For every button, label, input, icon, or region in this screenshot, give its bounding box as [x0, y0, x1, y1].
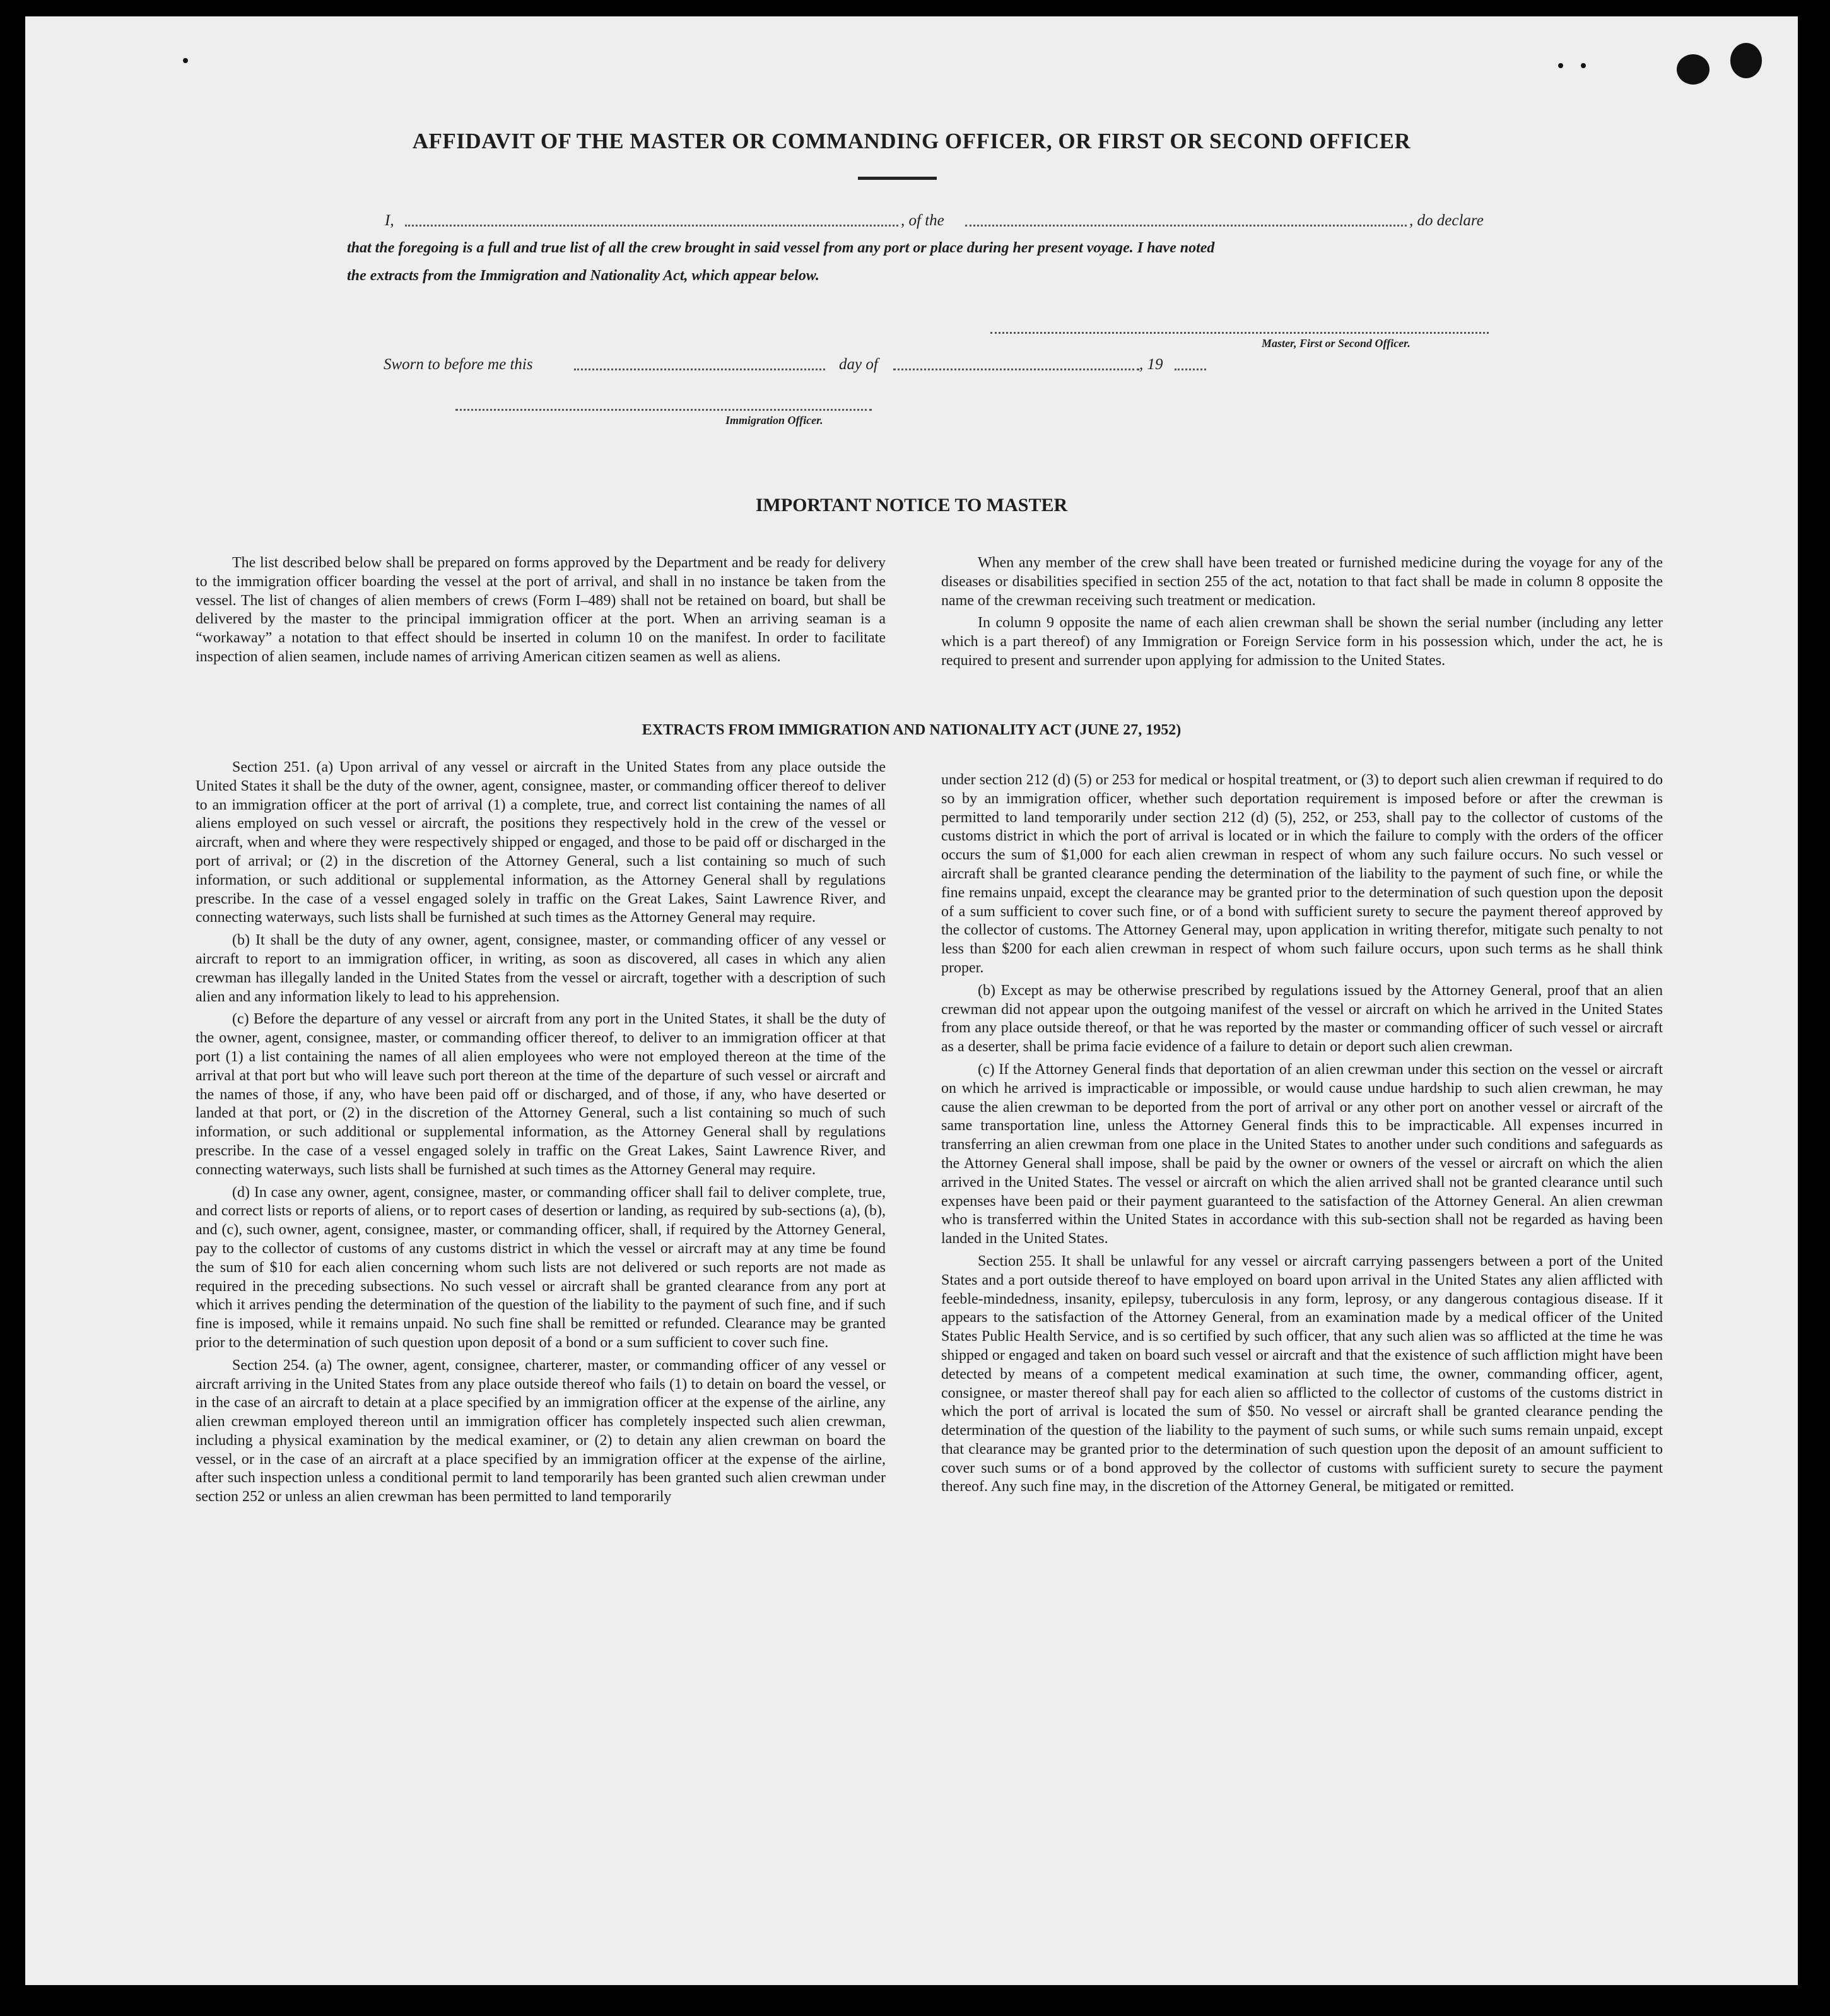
- affiant-prefix: I,: [385, 212, 394, 229]
- notice-title: IMPORTANT NOTICE TO MASTER: [755, 495, 1068, 516]
- officer-signature-label: Immigration Officer.: [725, 414, 823, 427]
- scan-speck: [1558, 63, 1563, 68]
- section-paragraph: (d) In case any owner, agent, consignee, master, or commanding officer shall fail to deliver complete, true, and correct lists or reports of aliens, or to report cases of desertion or landing, as required by sub-sections (a), (b), and (c), such owner, agent, consignee, master, or commanding officer, shall, if required by the Attorney General, pay to the collector of customs of any customs district in which the vessel or aircraft may at any time be found the sum of $10 for each alien concerning whom such lists are not delivered or such reports are not made as required in the preceding subsections. No such vessel or aircraft shall be granted clearance from any port at which it arrives pending the determination of the question of the liability to the payment of such fine, and if such fine is imposed, while it remains unpaid. No such fine shall be remitted or refunded. Clearance may be granted prior to the determination of such question upon deposit of a bond or a sum sufficient to cover such fine.: [196, 1184, 886, 1351]
- notice-paragraph: In column 9 opposite the name of each alien crewman shall be shown the serial number (including any letter which is a part thereof) of any Immigration or Foreign Service form in his possession which, under the act, he is required to present and surrender upon applying for admission to the United States.: [941, 615, 1663, 669]
- section-paragraph: (b) It shall be the duty of any owner, agent, consignee, master, or commanding officer of any vessel or aircraft to report to an immigration officer, in writing, as soon as discovered, all cases in which any alien crewman has illegally landed in the United States from the vessel or aircraft, together with a description of such alien and any information likely to lead to his apprehension.: [196, 932, 886, 1005]
- extracts-left-column: [196, 758, 886, 1511]
- statement-line-2: the extracts from the Immigration and Nationality Act, which appear below.: [347, 268, 819, 284]
- officer-signature-line[interactable]: [455, 409, 872, 411]
- notice-paragraph: When any member of the crew shall have been treated or furnished medicine during the voyage for any of the diseases or disabilities specified in section 255 of the act, notation to that fact shall be made in column 8 opposite the name of the crewman receiving such treatment or medication.: [941, 555, 1663, 609]
- section-paragraph: Section 254. (a) The owner, agent, consignee, charterer, master, or commanding officer of any vessel or aircraft arriving in the United States from any place outside thereof who fails (1) to detain on board the vessel, or in the case of an aircraft to detain at a place specified by an immigration officer at the expense of the airline, any alien crewman employed thereon until an immigration officer has completely inspected such alien crewman, including a physical examination by the medical examiner, or (2) to detain any alien crewman on board the vessel, or in the case of an aircraft at a place specified by an immigration officer at the expense of the airline, after such inspection unless a conditional permit to land temporarily has been granted such alien crewman under section 252 or unless an alien crewman has been permitted to land temporarily: [196, 1357, 886, 1506]
- extracts-title: EXTRACTS FROM IMMIGRATION AND NATIONALITY ACT (JUNE 27, 1952): [642, 722, 1182, 738]
- sworn-month-field[interactable]: [893, 368, 1139, 370]
- master-signature-label: Master, First or Second Officer.: [1262, 337, 1411, 350]
- title-rule: [858, 177, 937, 180]
- year-prefix: , 19: [1139, 356, 1163, 373]
- master-signature-line[interactable]: [990, 332, 1489, 334]
- scan-speck: [1581, 63, 1586, 68]
- notice-paragraph: The list described below shall be prepared on forms approved by the Department and be ready for delivery to the immigration officer boarding the vessel at the port of arrival, and shall in no instance be taken from the vessel. The list of changes of alien members of crews (Form I–489) shall not be retained on board, but shall be delivered by the master to the principal immigration officer at the port. When an arriving seaman is a “workaway” a notation to that effect should be inserted in column 10 on the manifest. In order to facilitate inspection of alien seamen, include names of arriving American citizen seamen as well as aliens.: [196, 555, 886, 665]
- sworn-day-field[interactable]: [574, 368, 825, 370]
- notice-left-column: [196, 554, 886, 671]
- section-paragraph: (b) Except as may be otherwise prescribed by regulations issued by the Attorney General, proof that an alien crewman did not appear upon the outgoing manifest of the vessel or aircraft on which he arrived in the United States from any place outside thereof, or that he was reported by the master or commanding officer of such vessel or aircraft as a deserter, shall be prima facie evidence of a failure to detain or deport such alien crewman.: [941, 982, 1663, 1056]
- extracts-right-column: [941, 771, 1663, 1500]
- sworn-text: Sworn to before me this: [384, 356, 533, 373]
- affidavit-title: AFFIDAVIT OF THE MASTER OR COMMANDING OFFICER, OR FIRST OR SECOND OFFICER: [412, 129, 1411, 153]
- affiant-name-field[interactable]: [405, 225, 898, 227]
- section-paragraph: (c) Before the departure of any vessel or aircraft from any port in the United States, it shall be the duty of the owner, agent, consignee, master, or commanding officer thereof, to deliver to an immigration officer at that port (1) a list containing the names of all alien employees who were not employed thereon at the time of the arrival at that port but who will leave such port thereon at the time of the departure of such vessel or aircraft and the names of those, if any, who have been paid off or discharged, and of those, if any, who have deserted or landed at that port, or (2) in the discretion of the Attorney General, such a list containing so much of such information, or such additional or supplemental information, as the Attorney General shall by regulations prescribe. In the case of a vessel engaged solely in traffic on the Great Lakes, Saint Lawrence River, and connecting waterways, such lists shall be furnished at such times as the Attorney General may require.: [196, 1011, 886, 1178]
- declare-text: , do declare: [1409, 212, 1484, 229]
- statement-line-1: that the foregoing is a full and true list of all the crew brought in said vessel from any port or place during her present voyage. I have noted: [347, 240, 1215, 256]
- section-paragraph: (c) If the Attorney General finds that deportation of an alien crewman under this section on the vessel or aircraft on which he arrived is impracticable or impossible, or would cause undue hardship to such alien crewman, he may cause the alien crewman to be deported from the port of arrival or any other port on another vessel or aircraft of the same transportation line, unless the Attorney General finds this to be impracticable. All expenses incurred in transferring an alien crewman from one place in the United States to another under such conditions and safeguards as the Attorney General shall impose, shall be paid by the owner or owners of the vessel or aircraft on which the alien arrived in the United States. The vessel or aircraft on which the alien arrived shall not be granted clearance until such expenses have been paid or their payment guaranteed to the satisfaction of the Attorney General. An alien crewman who is transferred within the United States in accordance with this sub-section shall not be regarded as having been landed in the United States.: [941, 1061, 1663, 1247]
- sworn-year-field[interactable]: [1175, 368, 1206, 370]
- ink-blot: [1677, 54, 1710, 85]
- notice-right-column: [941, 554, 1663, 675]
- section-paragraph: Section 251. (a) Upon arrival of any vessel or aircraft in the United States from any place outside the United States it shall be the duty of the owner, agent, consignee, master, or commanding officer thereof to deliver to an immigration officer at the port of arrival (1) a complete, true, and correct list containing the names of all aliens employed on such vessel or aircraft, the positions they respectively hold in the crew of the vessel or aircraft, when and where they were respectively shipped or engaged, and those to be paid off or discharged in the port of arrival; or (2) in the discretion of the Attorney General, such a list containing so much of such information, or such additional or supplemental information, as the Attorney General shall by regulations prescribe. In the case of a vessel engaged solely in traffic on the Great Lakes, Saint Lawrence River, and connecting waterways, such lists shall be furnished at such times as the Attorney General may require.: [196, 759, 886, 926]
- day-of-text: day of: [839, 356, 878, 373]
- section-paragraph: Section 255. It shall be unlawful for any vessel or aircraft carrying passengers between a port of the United States and a port outside thereof to have employed on board upon arrival in the United States any alien afflicted with feeble-mindedness, insanity, epilepsy, tuberculosis in any form, leprosy, or any dangerous contagious disease. If it appears to the satisfaction of the Attorney General, from an examination made by a medical officer of the United States Public Health Service, and is so certified by such officer, that any such alien was so afflicted at the time he was shipped or engaged and taken on board such vessel or aircraft and that the existence of such affliction might have been detected by means of a competent medical examination at such time, the owner, commanding officer, agent, consignee, or master thereof shall pay for each alien so afflicted to the collector of customs of the customs district in which the port of arrival is located the sum of $50. No vessel or aircraft shall be granted clearance pending the determination of the question of the liability to the payment of such sums, or while such sums remain unpaid, except that clearance may be granted prior to the determination of such question upon the deposit of an amount sufficient to cover such sums or of a bond approved by the collector of customs with sufficient surety to secure the payment thereof. Any such fine may, in the discretion of the Attorney General, be mitigated or remitted.: [941, 1253, 1663, 1495]
- section-paragraph: under section 212 (d) (5) or 253 for medical or hospital treatment, or (3) to deport such alien crewman if required to do so by an immigration officer, whether such deportation requirement is imposed before or after the crewman is permitted to land temporarily under section 212 (d) (5), 252, or 253, shall pay to the collector of customs of the customs district in which the port of arrival is located or in which the failure to comply with the orders of the officer occurs the sum of $1,000 for each alien crewman in respect of whom any such failure occurs. No such vessel or aircraft shall be granted clearance pending the determination of the liability to the payment of such fine, or while the fine remains unpaid, except the clearance may be granted prior to the determination of such question upon the deposit of a sum sufficient to cover such fine, or of a bond with sufficient surety to secure the payment thereof approved by the collector of customs. The Attorney General may, upon application in writing therefor, mitigate such penalty to not less than $200 for each alien crewman in respect of whom such failure occurs, upon such terms as he shall think proper.: [941, 772, 1663, 976]
- vessel-name-field[interactable]: [965, 225, 1407, 227]
- ink-blot: [1730, 43, 1762, 78]
- scan-speck: [183, 58, 188, 63]
- document-page: [25, 16, 1798, 1985]
- vessel-prefix: , of the: [901, 212, 944, 229]
